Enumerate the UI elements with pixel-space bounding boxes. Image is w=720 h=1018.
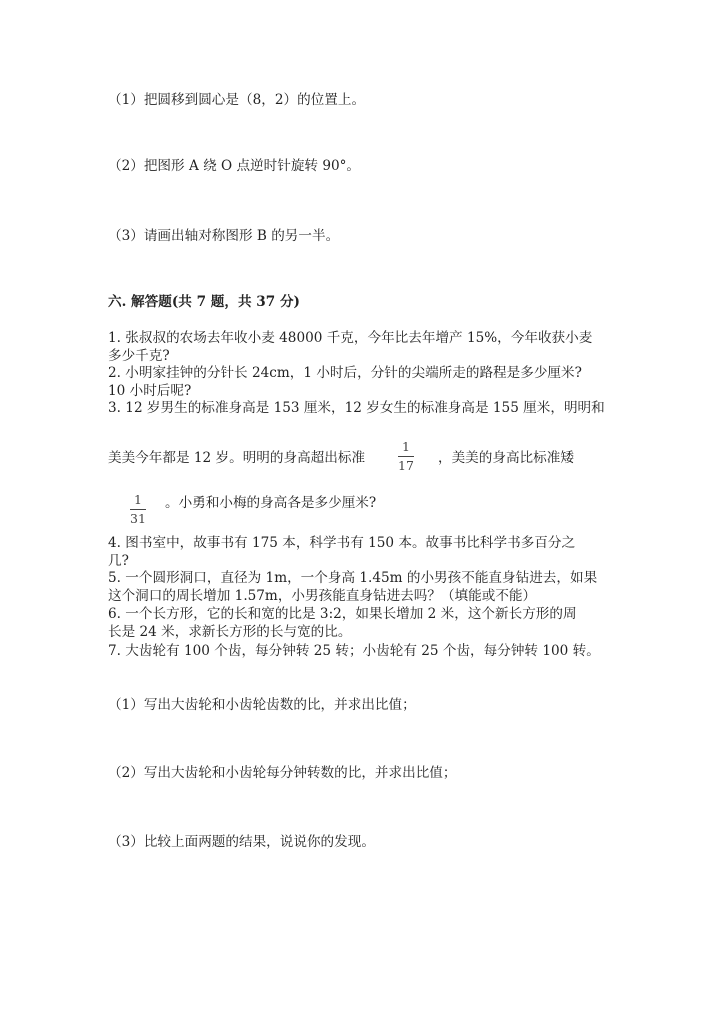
- q7-sub-1: （1）写出大齿轮和小齿轮齿数的比，并求出比值；: [108, 697, 416, 713]
- question-3-line2a: 美美今年都是 12 岁。明明的身高超出标准: [108, 450, 366, 466]
- question-3-line3: 。小勇和小梅的身高各是多少厘米?: [165, 495, 377, 511]
- fraction-1-31: [130, 493, 146, 526]
- q7-sub-3: （3）比较上面两题的结果，说说你的发现。: [108, 834, 375, 850]
- q7-sub-2: （2）写出大齿轮和小齿轮每分钟转数的比，并求出比值；: [108, 765, 457, 781]
- question-5-line2: 这个洞口的周长增加 1.57m，小男孩能直身钻进去吗？（填能或不能）: [108, 588, 537, 604]
- numerator: 1: [134, 492, 142, 507]
- section-title: 六. 解答题(共 7 题，共 37 分): [108, 294, 300, 310]
- question-3-line1: 3. 12 岁男生的标准身高是 153 厘米，12 岁女生的标准身高是 155 厘米，明明和: [108, 400, 605, 416]
- question-6-line2: 长是 24 米，求新长方形的长与宽的比。: [108, 624, 352, 640]
- question-4-line1: 4. 图书室中，故事书有 175 本，科学书有 150 本。故事书比科学书多百分之: [108, 535, 576, 551]
- question-3-line2b: ，美美的身高比标准矮: [438, 450, 574, 466]
- question-1-line1: 1. 张叔叔的农场去年收小麦 48000 千克，今年比去年增产 15%，今年收获小麦: [108, 330, 593, 346]
- question-4-line2: 几?: [108, 553, 129, 569]
- question-2-line1: 2. 小明家挂钟的分针长 24cm，1 小时后，分针的尖端所走的路程是多少厘米?: [108, 365, 582, 381]
- sub-question-1: （1）把圆移到圆心是（8，2）的位置上。: [108, 92, 366, 108]
- question-5-line1: 5. 一个圆形洞口，直径为 1m，一个身高 1.45m 的小男孩不能直身钻进去，如果: [108, 570, 598, 586]
- denominator: 17: [398, 458, 414, 473]
- question-7: 7. 大齿轮有 100 个齿，每分钟转 25 转；小齿轮有 25 个齿，每分钟转 100 转。: [108, 643, 600, 659]
- fraction-1-17: [398, 440, 414, 473]
- numerator: 1: [402, 439, 410, 454]
- question-6-line1: 6. 一个长方形，它的长和宽的比是 3:2，如果长增加 2 米，这个新长方形的周: [108, 606, 577, 622]
- question-1-line2: 多少千克?: [108, 348, 170, 364]
- sub-question-3: （3）请画出轴对称图形 B 的另一半。: [108, 228, 340, 244]
- sub-question-2: （2）把图形 A 绕 O 点逆时针旋转 90°。: [108, 158, 361, 174]
- question-2-line2: 10 小时后呢?: [108, 383, 192, 399]
- denominator: 31: [130, 511, 146, 526]
